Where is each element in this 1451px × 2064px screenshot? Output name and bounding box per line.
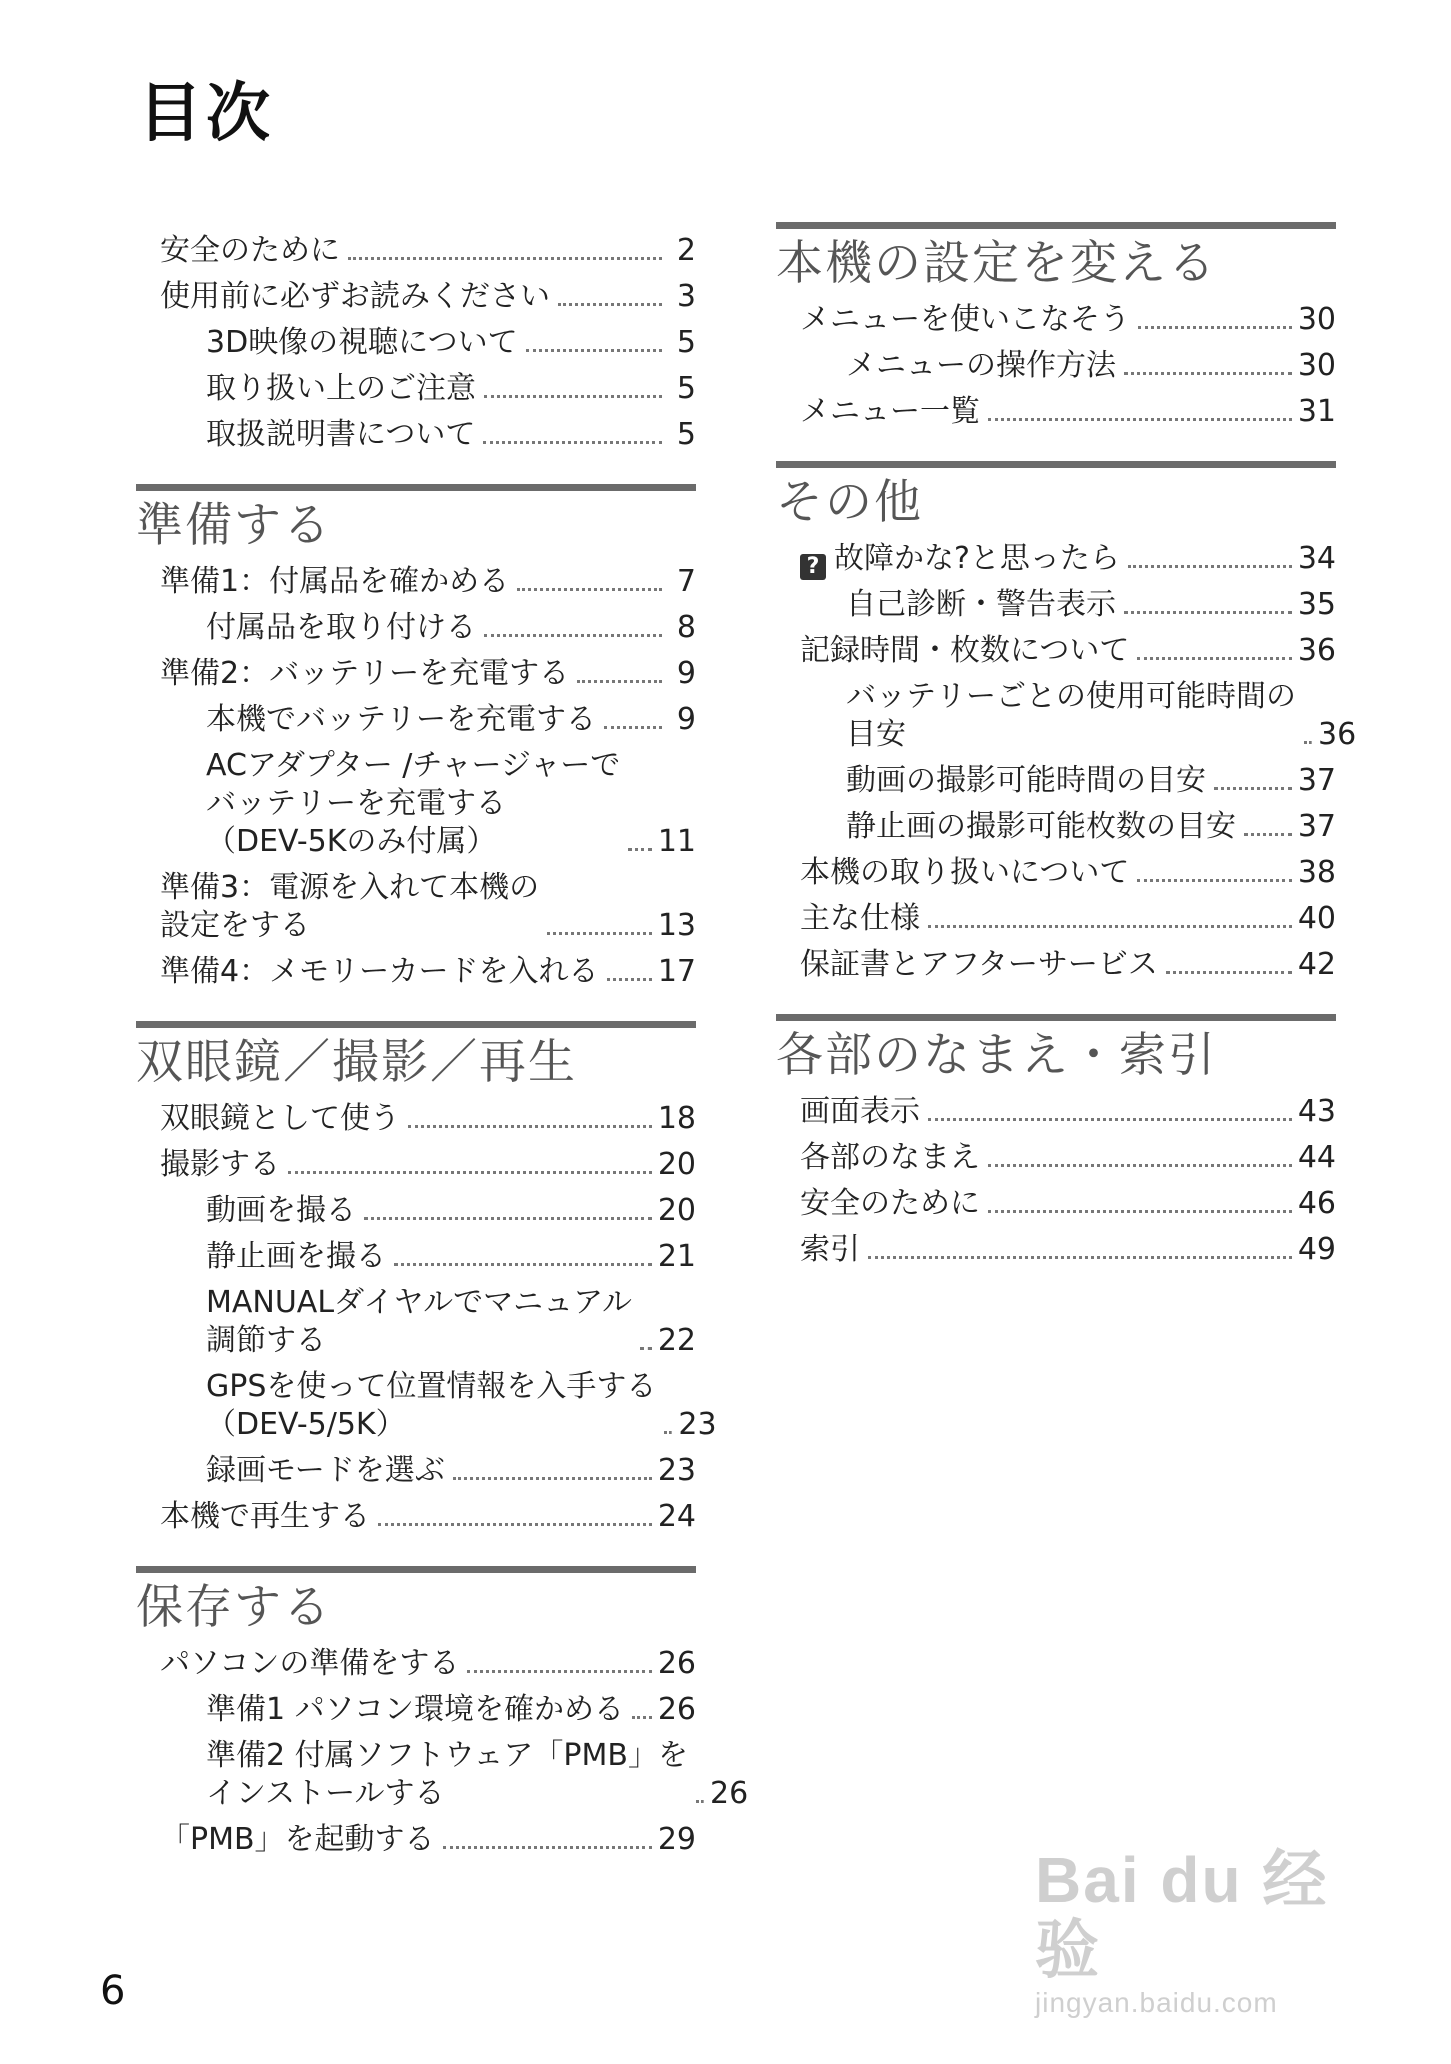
toc-entry-page: 22 (657, 1323, 696, 1358)
dot-leader (1124, 372, 1292, 375)
toc-entry[interactable] (776, 393, 1336, 431)
toc-entry-page: 26 (657, 1646, 696, 1681)
dot-leader (453, 1477, 652, 1480)
section-heading: 準備する (136, 484, 696, 557)
dot-leader (348, 257, 662, 260)
toc-entry-label: GPSを使って位置情報を入手する （DEV-5/5K） (206, 1369, 657, 1442)
toc-entry-label: 撮影する (160, 1147, 280, 1182)
toc-entry-label: 準備1：付属品を確かめる (160, 564, 510, 599)
toc-section (776, 222, 1336, 431)
section-heading: その他 (776, 461, 1336, 534)
page-title: 目次 (138, 77, 274, 151)
toc-entry[interactable] (136, 1238, 696, 1276)
toc-entry-page: 36 (1297, 633, 1336, 668)
toc-entry-page: 35 (1297, 587, 1336, 622)
dot-leader (607, 978, 652, 981)
dot-leader (1166, 971, 1292, 974)
toc-entry-page: 21 (657, 1239, 696, 1274)
watermark (1035, 1844, 1365, 2018)
toc-entry[interactable] (776, 678, 1357, 754)
toc-section (136, 1566, 749, 1859)
toc-entry[interactable] (136, 1821, 696, 1859)
dot-leader (696, 1800, 704, 1803)
dot-leader (1137, 879, 1291, 882)
toc-entry[interactable] (136, 1368, 717, 1444)
toc-entry[interactable] (136, 1691, 696, 1729)
toc-entry-page: 36 (1318, 717, 1357, 752)
toc-entry-label: 動画を撮る (206, 1193, 356, 1228)
toc-entry-label: 自己診断・警告表示 (846, 587, 1116, 622)
dot-leader (664, 1431, 672, 1434)
toc-entry-label: 静止画を撮る (206, 1239, 386, 1274)
toc-section (136, 484, 696, 991)
toc-entry-page: 46 (1297, 1186, 1336, 1221)
toc-entry[interactable] (136, 1146, 696, 1184)
toc-entry[interactable] (136, 1498, 696, 1536)
dot-leader (988, 418, 1292, 421)
toc-entry-page: 44 (1297, 1140, 1336, 1175)
toc-entry-page: 11 (657, 824, 696, 859)
toc-entry-page: 49 (1297, 1232, 1336, 1267)
toc-entry-label: 記録時間・枚数について (800, 633, 1130, 668)
toc-entry-label: 主な仕様 (800, 901, 920, 936)
toc-entry-label: ACアダプター /チャージャーで バッテリーを充電する （DEV-5Kのみ付属） (206, 748, 621, 859)
toc-entry-label: 準備4：メモリーカードを入れる (160, 954, 599, 989)
dot-leader (547, 932, 652, 935)
dot-leader (483, 441, 662, 444)
toc-entry[interactable] (136, 701, 696, 739)
toc-entry[interactable] (136, 1192, 696, 1230)
toc-entry-page: 43 (1297, 1094, 1336, 1129)
toc-entry[interactable] (136, 416, 696, 454)
toc-section (776, 1014, 1336, 1269)
dot-leader (408, 1125, 652, 1128)
toc-entry-label: 動画の撮影可能時間の目安 (846, 763, 1206, 798)
toc-entry[interactable] (776, 586, 1336, 624)
toc-entry[interactable] (136, 278, 696, 316)
toc-entry-label: 保証書とアフターサービス (800, 947, 1158, 982)
toc-entry-page: 13 (657, 908, 696, 943)
dot-leader (364, 1217, 652, 1220)
toc-entry[interactable] (776, 762, 1336, 800)
dot-leader (1128, 565, 1292, 568)
toc-entry[interactable] (776, 808, 1336, 846)
watermark-logo: Bai du 经验 (1035, 1844, 1329, 1986)
toc-entry-label: 準備1 パソコン環境を確かめる (206, 1692, 625, 1727)
toc-entry-label: 「PMB」を起動する (160, 1822, 435, 1857)
toc-entry-label: 準備2 付属ソフトウェア「PMB」を インストールする (206, 1738, 688, 1811)
toc-entry[interactable] (776, 632, 1336, 670)
toc-entry-page: 9 (676, 702, 696, 737)
dot-leader (558, 303, 662, 306)
toc-entry-label: 故障かな?と思ったら (834, 541, 1120, 576)
toc-entry-page: 42 (1297, 947, 1336, 982)
toc-entry-page: 34 (1297, 541, 1336, 576)
toc-entry-label: 安全のために (160, 233, 340, 268)
dot-leader (517, 588, 662, 591)
toc-entry-label: 画面表示 (800, 1094, 920, 1129)
toc-entry-label: 準備2：バッテリーを充電する (160, 656, 570, 691)
dot-leader (988, 1164, 1292, 1167)
toc-entry-page: 29 (657, 1822, 696, 1857)
toc-entry-label: バッテリーごとの使用可能時間の 目安 (846, 679, 1296, 752)
toc-left-column (136, 232, 749, 1889)
toc-entry-page: 38 (1297, 855, 1336, 890)
dot-leader (1304, 741, 1312, 744)
toc-entry[interactable] (776, 347, 1336, 385)
toc-entry-label: 本機で再生する (160, 1499, 370, 1534)
toc-entry[interactable] (136, 563, 696, 601)
toc-entry-label: メニュー一覧 (800, 394, 980, 429)
toc-entry-page: 17 (657, 954, 696, 989)
toc-entry[interactable] (136, 1100, 696, 1138)
toc-entry[interactable] (136, 1645, 696, 1683)
toc-entry-label: 双眼鏡として使う (160, 1101, 400, 1136)
toc-entry[interactable] (776, 540, 1336, 578)
toc-entry-label: 使用前に必ずお読みください (160, 279, 550, 314)
toc-entry[interactable] (776, 854, 1336, 892)
toc-entry-label: メニューの操作方法 (846, 348, 1116, 383)
dot-leader (288, 1171, 652, 1174)
toc-entry-label: 静止画の撮影可能枚数の目安 (846, 809, 1236, 844)
toc-entry-label: 3D映像の視聴について (206, 325, 518, 360)
section-heading: 双眼鏡／撮影／再生 (136, 1021, 696, 1094)
dot-leader (868, 1256, 1292, 1259)
toc-entry[interactable] (136, 232, 696, 270)
toc-entry[interactable] (136, 1284, 696, 1360)
dot-leader (1124, 611, 1292, 614)
question-icon: ? (800, 554, 826, 580)
section-heading: 本機の設定を変える (776, 222, 1336, 295)
toc-entry-label: 本機でバッテリーを充電する (206, 702, 596, 737)
section-heading: 各部のなまえ・索引 (776, 1014, 1336, 1087)
toc-entry-label: 取り扱い上のご注意 (206, 371, 476, 406)
toc-entry-label: 準備3：電源を入れて本機の 設定をする (160, 870, 540, 943)
toc-entry-page: 26 (709, 1776, 749, 1811)
toc-entry[interactable] (776, 1231, 1336, 1269)
toc-section (136, 1021, 717, 1536)
toc-entry[interactable] (136, 869, 696, 945)
toc-entry[interactable] (776, 1139, 1336, 1177)
dot-leader (484, 395, 662, 398)
toc-right-sections (776, 222, 1357, 1269)
toc-entry[interactable] (776, 1093, 1336, 1131)
dot-leader (1137, 657, 1291, 660)
dot-leader (484, 634, 662, 637)
toc-entry[interactable] (136, 1452, 696, 1490)
toc-entry-page: 37 (1297, 763, 1336, 798)
dot-leader (443, 1846, 652, 1849)
toc-entry-page: 24 (657, 1499, 696, 1534)
watermark-url: jingyan.baidu.com (1035, 1987, 1278, 2018)
toc-entry-label: メニューを使いこなそう (800, 302, 1130, 337)
toc-entry-label: 録画モードを選ぶ (206, 1453, 445, 1488)
toc-entry-page: 5 (676, 371, 696, 406)
toc-entry-label: 安全のために (800, 1186, 980, 1221)
toc-entry[interactable] (776, 900, 1336, 938)
toc-entry[interactable] (136, 953, 696, 991)
dot-leader (604, 726, 662, 729)
dot-leader (928, 925, 1292, 928)
toc-entry[interactable] (136, 324, 696, 362)
dot-leader (1244, 833, 1292, 836)
toc-entry[interactable] (136, 747, 696, 861)
toc-entry-page: 26 (657, 1692, 696, 1727)
toc-entry-page: 18 (657, 1101, 696, 1136)
toc-entry-label: 本機の取り扱いについて (800, 855, 1130, 890)
toc-entry-page: 8 (676, 610, 696, 645)
toc-entry-page: 9 (676, 656, 696, 691)
toc-entry-page: 40 (1297, 901, 1336, 936)
toc-entry[interactable] (136, 370, 696, 408)
toc-entry[interactable] (776, 946, 1336, 984)
toc-entry-page: 5 (676, 417, 696, 452)
dot-leader (988, 1210, 1292, 1213)
toc-entry[interactable] (776, 301, 1336, 339)
dot-leader (526, 349, 662, 352)
toc-entry-page: 37 (1297, 809, 1336, 844)
toc-entry[interactable] (136, 609, 696, 647)
toc-entry-page: 31 (1297, 394, 1336, 429)
toc-entry-label: 各部のなまえ (800, 1140, 980, 1175)
toc-entry-page: 7 (676, 564, 696, 599)
dot-leader (378, 1523, 652, 1526)
toc-entry-page: 30 (1297, 302, 1336, 337)
toc-entry-page: 3 (676, 279, 696, 314)
dot-leader (640, 1347, 652, 1350)
toc-entry-label: パソコンの準備をする (160, 1646, 460, 1681)
dot-leader (628, 848, 652, 851)
toc-left-sections (136, 484, 749, 1859)
dot-leader (1138, 326, 1292, 329)
toc-entry-page: 2 (676, 233, 696, 268)
toc-section (776, 461, 1357, 984)
toc-entry-page: 5 (676, 325, 696, 360)
toc-entry-page: 23 (657, 1453, 696, 1488)
toc-entry-label: MANUALダイヤルでマニュアル 調節する (206, 1285, 632, 1358)
dot-leader (1214, 787, 1292, 790)
toc-entry[interactable] (776, 1185, 1336, 1223)
toc-entry-label: 付属品を取り付ける (206, 610, 476, 645)
dot-leader (577, 680, 662, 683)
toc-entry-label: 索引 (800, 1232, 860, 1267)
toc-entry-page: 20 (657, 1193, 696, 1228)
dot-leader (928, 1118, 1292, 1121)
toc-entry-page: 20 (657, 1147, 696, 1182)
toc-right-column (776, 222, 1357, 1299)
toc-entry-label: 取扱説明書について (206, 417, 476, 452)
toc-entry-page: 30 (1297, 348, 1336, 383)
dot-leader (467, 1670, 651, 1673)
dot-leader (394, 1263, 652, 1266)
dot-leader (632, 1716, 652, 1719)
page-number: 6 (100, 1968, 126, 2014)
toc-entry-page: 23 (678, 1407, 717, 1442)
toc-entry[interactable] (136, 655, 696, 693)
toc-intro-group (136, 232, 696, 454)
toc-entry[interactable] (136, 1737, 749, 1813)
section-heading: 保存する (136, 1566, 696, 1639)
